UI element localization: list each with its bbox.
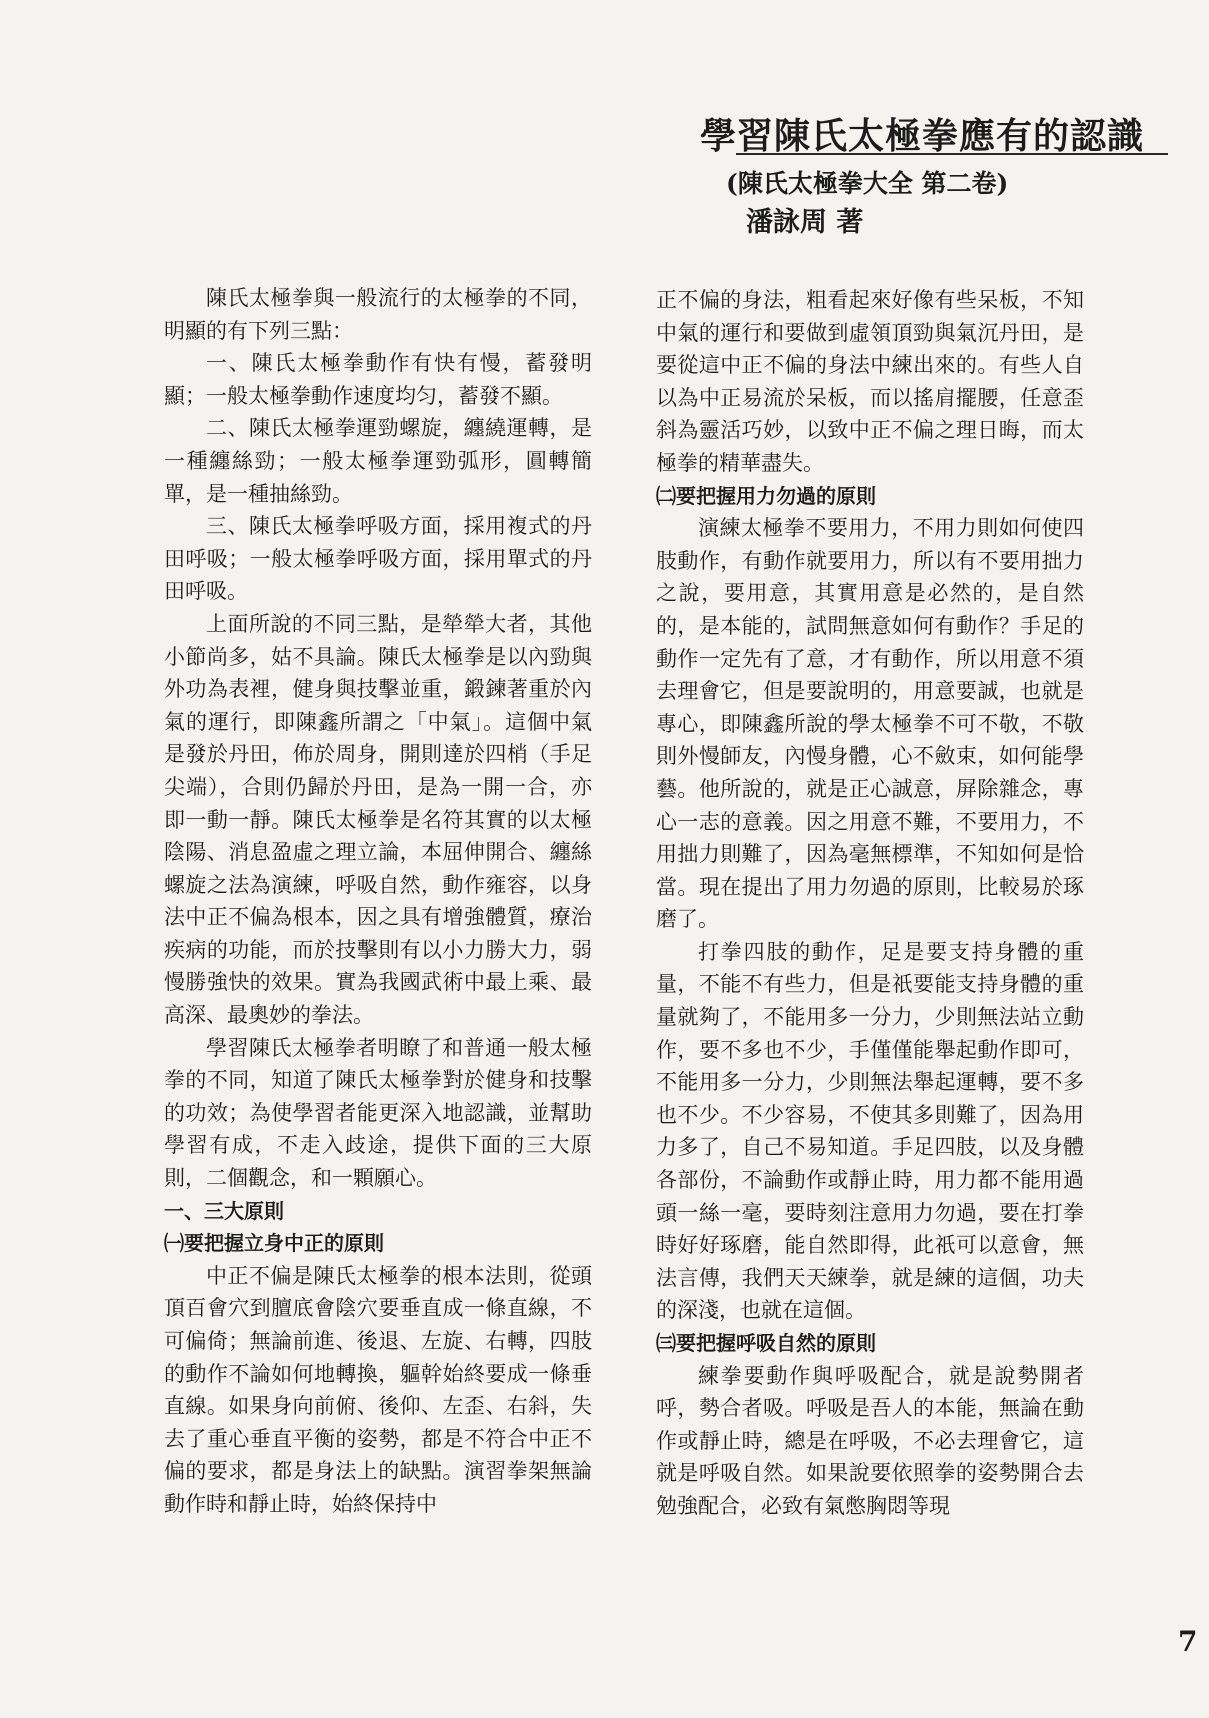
article-author: 潘詠周 著	[746, 207, 864, 238]
body-paragraph: 演練太極拳不要用力，不用力則如何使四肢動作，有動作就要用力，所以有不要用拙力之說，要用意，其實用意是必然的，是自然的，是本能的，試問無意如何有動作？手足的動作一定先有了意，才有動作，所以用意不須去理會它，但是要說明的，用意要誠，也就是專心，即陳鑫所說的學太極拳不可不敬，不敬則外慢師友，內慢身體，心不斂束，如何能學藝。他所說的，就是正心誠意，屏除雜念，專心一志的意義。因之用意不難，不要用力，不用拙力則難了，因為毫無標準，不知如何是恰當。現在提出了用力勿過的原則，比較易於琢磨了。	[656, 516, 1084, 932]
body-paragraph: 學習陳氏太極拳者明瞭了和普通一般太極拳的不同，知道了陳氏太極拳對於健身和技擊的功效；為使學習者能更深入地認識，並幫助學習有成，不走入歧途，提供下面的三大原則，二個觀念，和一顆願心。	[164, 1035, 592, 1191]
body-paragraph: 三、陳氏太極拳呼吸方面，採用複式的丹田呼吸；一般太極拳呼吸方面，採用單式的丹田呼吸。	[164, 514, 592, 604]
right-text-column	[656, 284, 1084, 1523]
body-paragraph: 練拳要動作與呼吸配合，就是說勢開者呼，勢合者吸。呼吸是吾人的本能，無論在動作或靜止時，總是在呼吸，不必去理會它，這就是呼吸自然。如果說要依照拳的姿勢開合去勉強配合，必致有氣憋胸悶等現	[656, 1363, 1084, 1518]
section-heading: ㈢要把握呼吸自然的原則	[656, 1331, 876, 1355]
body-paragraph: 一、陳氏太極拳動作有快有慢，蓄發明顯；一般太極拳動作速度均匀，蓄發不顯。	[164, 351, 592, 408]
article-title: 學習陳氏太極拳應有的認識	[700, 115, 1145, 157]
left-text-column	[164, 282, 592, 1521]
body-paragraph: 正不偏的身法，粗看起來好像有些呆板，不知中氣的運行和要做到虛領頂勁與氣沉丹田，是要從這中正不偏的身法中練出來的。有些人自以為中正易流於呆板，而以搖肩擺腰，任意歪斜為靈活巧妙，以致中正不偏之理日晦，而太極拳的精華盡失。	[656, 288, 1084, 475]
body-paragraph: 陳氏太極拳與一般流行的太極拳的不同，明顯的有下列三點：	[164, 286, 592, 343]
page-number: 7	[1178, 1625, 1198, 1658]
section-heading: ㈠要把握立身中正的原則	[164, 1231, 384, 1256]
title-underline	[736, 153, 1168, 155]
body-paragraph: 打拳四肢的動作，足是要支持身體的重量，不能不有些力，但是祇要能支持身體的重量就夠了，不能用多一分力，少則無法站立動作，要不多也不少，手僅僅能舉起動作即可，不能用多一分力，少則無法舉起運轉，要不多也不少。不少容易，不使其多則難了，因為用力多了，自己不易知道。手足四肢，以及身體各部份，不論動作或靜止時，用力都不能用過頭一絲一毫，要時刻注意用力勿過，要在打拳時好好琢磨，能自然即得，此祇可以意會，無法言傳，我們天天練拳，就是練的這個，功夫的深淺，也就在這個。	[656, 939, 1084, 1323]
body-paragraph: 上面所說的不同三點，是犖犖大者，其他小節尚多，姑不具論。陳氏太極拳是以內勁與外功為表裡，健身與技擊並重，鍛鍊著重於內氣的運行，即陳鑫所謂之「中氣」。這個中氣是發於丹田，佈於周身，開則達於四梢（手足尖端），合則仍歸於丹田，是為一開一合，亦即一動一靜。陳氏太極拳是名符其實的以太極陰陽、消息盈虛之理立論，本屈伸開合、纏絲螺旋之法為演練，呼吸自然，動作雍容，以身法中正不偏為根本，因之具有增強體質，療治疾病的功能，而於技擊則有以小力勝大力，弱慢勝強快的效果。實為我國武術中最上乘、最高深、最奧妙的拳法。	[164, 611, 592, 1028]
body-paragraph: 二、陳氏太極拳運勁螺旋，纏繞運轉，是一種纏絲勁；一般太極拳運勁弧形，圓轉簡單，是一種抽絲勁。	[164, 416, 592, 506]
article-subtitle: (陳氏太極拳大全 第二卷)	[726, 169, 1009, 198]
section-heading: 一、三大原則	[164, 1198, 284, 1223]
body-paragraph: 中正不偏是陳氏太極拳的根本法則，從頭頂百會穴到膻底會陰穴要垂直成一條直線，不可偏倚；無論前進、後退、左旋、右轉，四肢的動作不論如何地轉換，軀幹始終要成一條垂直線。如果身向前俯、後仰、左歪、右斜，失去了重心垂直平衡的姿勢，都是不符合中正不偏的要求，都是身法上的缺點。演習拳架無論動作時和靜止時，始終保持中	[164, 1263, 592, 1516]
section-heading: ㈡要把握用力勿過的原則	[656, 483, 876, 508]
